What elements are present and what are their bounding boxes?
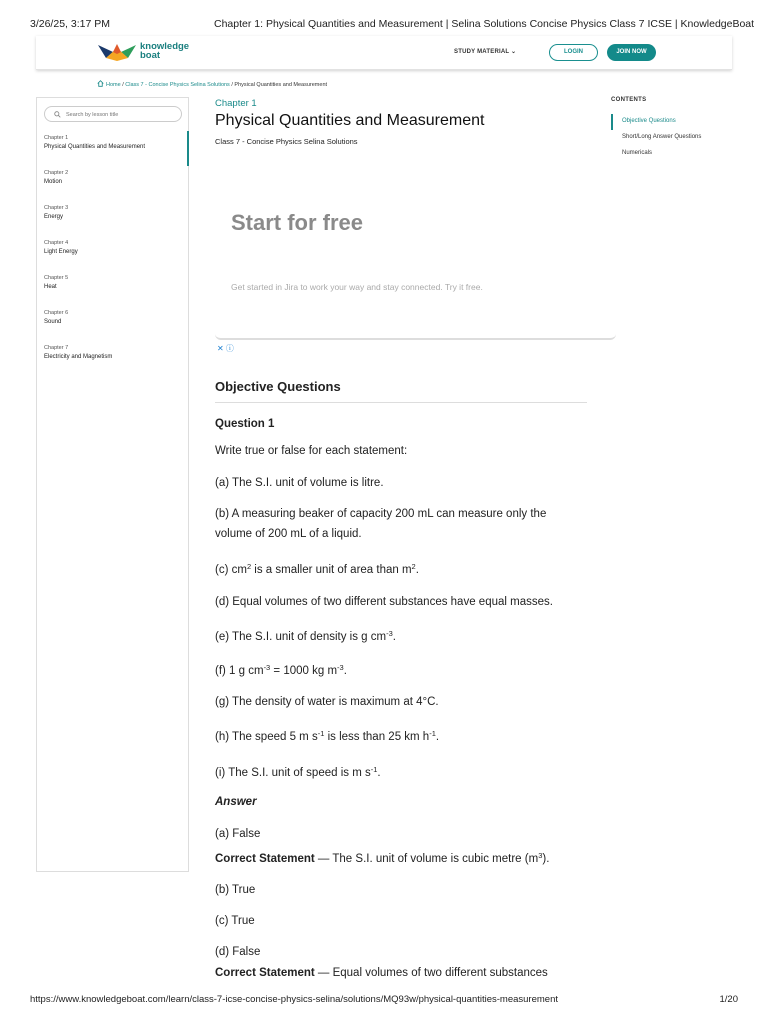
chapter-list bbox=[37, 131, 189, 376]
statement-f-text: . bbox=[343, 665, 347, 677]
chapter-number: Chapter 1 bbox=[44, 135, 69, 141]
breadcrumb bbox=[97, 80, 327, 88]
breadcrumb-current: Physical Quantities and Measurement bbox=[234, 82, 328, 88]
print-page-number: 1/20 bbox=[719, 994, 738, 1005]
statement-h-text: is less than 25 km h bbox=[324, 731, 430, 743]
breadcrumb-separator: / bbox=[120, 82, 126, 88]
superscript: -1 bbox=[370, 765, 378, 774]
brand-line-1: knowledge bbox=[140, 41, 190, 52]
chapter-number: Chapter 2 bbox=[44, 170, 69, 176]
statement-c bbox=[215, 560, 419, 580]
toc-list bbox=[611, 114, 731, 162]
correct-statement-label: Correct Statement bbox=[215, 853, 315, 865]
statement-e-text: (e) The S.I. unit of density is g cm bbox=[215, 631, 387, 643]
breadcrumb-separator: / bbox=[229, 82, 235, 88]
answer-b: (b) True bbox=[215, 884, 256, 896]
statement-c-text: is a smaller unit of area than m bbox=[251, 564, 412, 576]
superscript: 3 bbox=[538, 851, 543, 860]
chapter-name: Electricity and Magnetism bbox=[44, 354, 113, 360]
superscript: -3 bbox=[337, 663, 344, 672]
table-of-contents bbox=[611, 97, 731, 156]
sidebar-item-chapter-7[interactable] bbox=[37, 341, 189, 376]
superscript: -1 bbox=[317, 729, 325, 738]
brand-name bbox=[140, 43, 189, 60]
answer-a: (a) False bbox=[215, 828, 261, 840]
lesson-search[interactable] bbox=[44, 106, 182, 122]
chapter-number: Chapter 5 bbox=[44, 275, 69, 281]
sidebar-item-chapter-2[interactable] bbox=[37, 166, 189, 201]
sidebar-item-chapter-5[interactable] bbox=[37, 271, 189, 306]
statement-f-text: (f) 1 g cm bbox=[215, 665, 264, 677]
sidebar-item-chapter-3[interactable] bbox=[37, 201, 189, 236]
superscript: -1 bbox=[429, 729, 436, 738]
question-title: Question 1 bbox=[215, 418, 275, 430]
chapter-number: Chapter 6 bbox=[44, 310, 69, 316]
search-icon bbox=[54, 111, 61, 118]
join-now-button[interactable]: JOIN NOW bbox=[607, 44, 656, 61]
chapter-label: Chapter 1 bbox=[215, 98, 257, 109]
brand-line-2: boat bbox=[140, 49, 161, 61]
print-page-title: Chapter 1: Physical Quantities and Measurement | Selina Solutions Concise Physics Class 7 ICSE | KnowledgeBoat bbox=[214, 18, 755, 30]
statement-c-text: (c) cm bbox=[215, 564, 247, 576]
statement-i-text: . bbox=[377, 767, 381, 779]
chapter-name: Light Energy bbox=[44, 249, 78, 255]
correct-statement-text: — The S.I. unit of volume is cubic metre (m bbox=[314, 853, 539, 865]
superscript: -3 bbox=[386, 629, 393, 638]
chapter-number: Chapter 7 bbox=[44, 345, 69, 351]
ad-text: Get started in Jira to work your way and stay connected. Try it free. bbox=[231, 282, 483, 292]
home-icon[interactable] bbox=[97, 80, 104, 87]
advertisement[interactable] bbox=[215, 185, 616, 340]
statement-f-text: = 1000 kg m bbox=[270, 665, 338, 677]
toc-item-objective-questions[interactable]: Objective Questions bbox=[611, 114, 731, 130]
correct-statement-text: ). bbox=[542, 853, 550, 865]
boat-logo-icon bbox=[96, 42, 138, 62]
breadcrumb-home[interactable]: Home bbox=[106, 82, 121, 88]
toc-item-short-long-answer[interactable]: Short/Long Answer Questions bbox=[622, 134, 702, 140]
chapter-name: Motion bbox=[44, 179, 63, 185]
chapter-name: Heat bbox=[44, 284, 57, 290]
answer-a-correct-statement bbox=[215, 849, 549, 869]
page-subtitle: Class 7 - Concise Physics Selina Solutions bbox=[215, 137, 358, 146]
chapter-number: Chapter 3 bbox=[44, 205, 69, 211]
chapter-name: Physical Quantities and Measurement bbox=[44, 144, 146, 150]
statement-h-text: (h) The speed 5 m s bbox=[215, 731, 318, 743]
correct-statement-text: — Equal volumes of two different substances bbox=[314, 967, 548, 979]
correct-statement-label: Correct Statement bbox=[215, 967, 315, 979]
statement-h-text: . bbox=[435, 731, 440, 743]
superscript: -3 bbox=[263, 663, 271, 672]
section-title: Objective Questions bbox=[215, 379, 587, 403]
toc-heading: CONTENTS bbox=[611, 97, 647, 103]
chapter-name: Energy bbox=[44, 214, 64, 220]
answer-c: (c) True bbox=[215, 915, 255, 927]
statement-d: (d) Equal volumes of two different substances have equal masses. bbox=[215, 596, 553, 608]
statement-a: (a) The S.I. unit of volume is litre. bbox=[215, 477, 384, 489]
statement-g: (g) The density of water is maximum at 4°C. bbox=[215, 696, 439, 708]
answer-label: Answer bbox=[215, 796, 257, 808]
breadcrumb-class[interactable]: Class 7 - Concise Physics Selina Solutions bbox=[125, 82, 230, 88]
ad-close-icon[interactable]: ✕ ⓘ bbox=[217, 344, 234, 353]
statement-b-line-1: (b) A measuring beaker of capacity 200 mL can measure only the bbox=[215, 508, 547, 520]
search-input[interactable] bbox=[66, 109, 176, 120]
statement-i-text: (i) The S.I. unit of speed is m s bbox=[215, 767, 371, 779]
superscript: 2 bbox=[246, 562, 252, 571]
sidebar-item-chapter-6[interactable] bbox=[37, 306, 189, 341]
answer-d: (d) False bbox=[215, 946, 261, 958]
statement-c-text: . bbox=[415, 564, 419, 576]
knowledgeboat-logo[interactable] bbox=[96, 41, 191, 65]
login-button[interactable]: LOGIN bbox=[549, 44, 598, 61]
statement-b-line-2: volume of 200 mL of a liquid. bbox=[215, 528, 362, 540]
chapter-name: Sound bbox=[44, 319, 62, 325]
ad-title: Start for free bbox=[231, 210, 364, 235]
page-title: Physical Quantities and Measurement bbox=[215, 112, 485, 129]
print-datetime: 3/26/25, 3:17 PM bbox=[30, 18, 110, 30]
superscript: 2 bbox=[411, 562, 416, 571]
site-navbar bbox=[36, 36, 732, 70]
print-url: https://www.knowledgeboat.com/learn/class-7-icse-concise-physics-selina/solutions/MQ93w/physical-quantities-measurement bbox=[30, 994, 559, 1005]
statement-i bbox=[215, 763, 381, 783]
answer-d-correct-statement bbox=[215, 963, 548, 983]
chapter-number: Chapter 4 bbox=[44, 240, 69, 246]
toc-item-numericals[interactable]: Numericals bbox=[622, 150, 653, 156]
statement-e-text: . bbox=[392, 631, 396, 643]
sidebar-item-chapter-4[interactable] bbox=[37, 236, 189, 271]
statement-e bbox=[215, 627, 396, 647]
statement-b bbox=[215, 504, 546, 544]
chapter-sidebar bbox=[36, 97, 189, 872]
sidebar-item-chapter-1[interactable] bbox=[37, 131, 189, 166]
statement-f bbox=[215, 661, 347, 681]
question-intro: Write true or false for each statement: bbox=[215, 445, 408, 457]
statement-h bbox=[215, 727, 439, 747]
study-material-menu[interactable]: STUDY MATERIAL ⌄ bbox=[454, 49, 517, 55]
